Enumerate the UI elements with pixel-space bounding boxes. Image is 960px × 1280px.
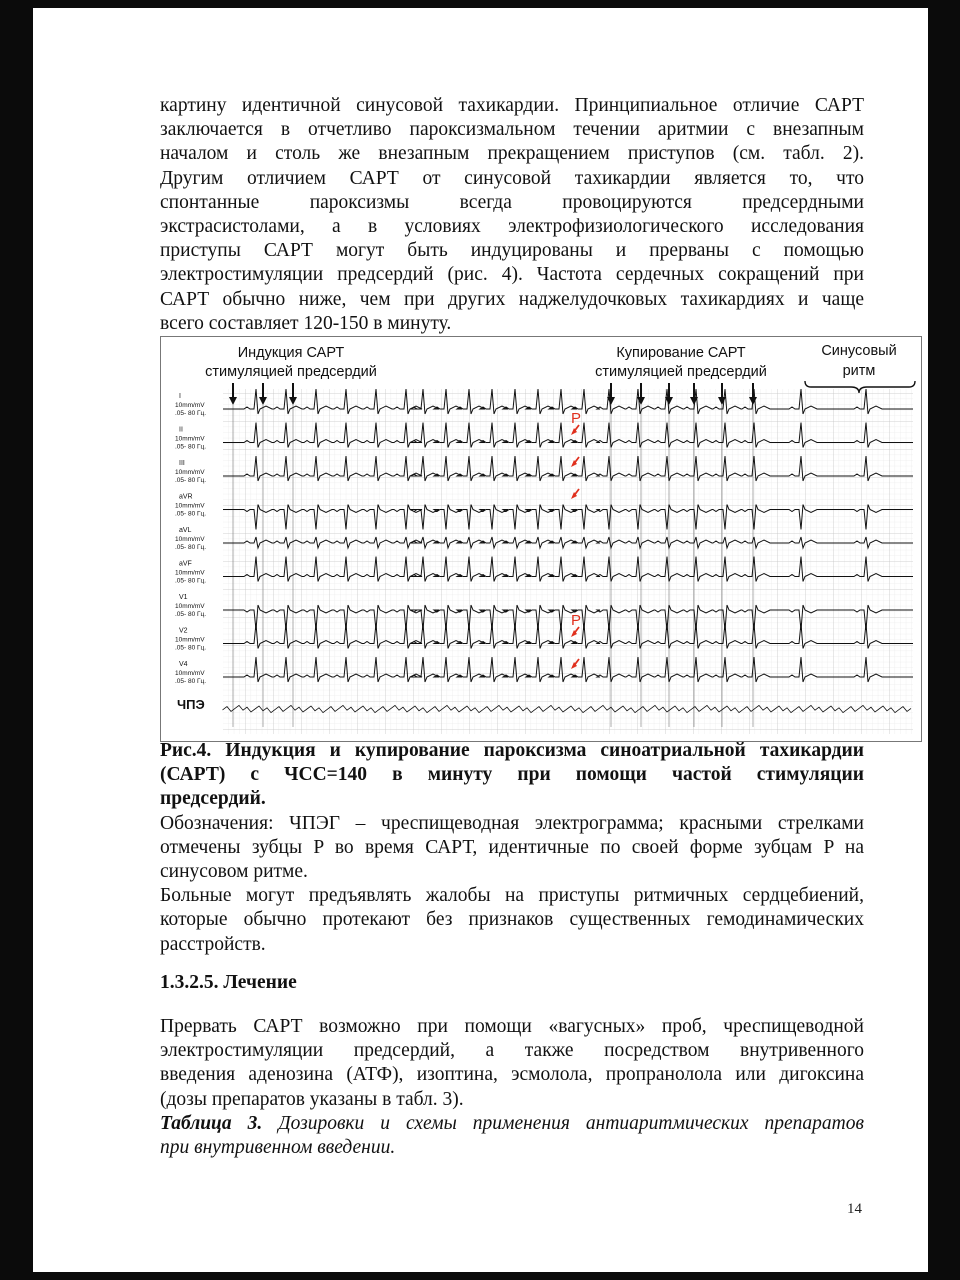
text-line: началом и столь же внезапным прекращением приступов (см. табл. 2). [160, 143, 864, 165]
notes-line: отмечены зубцы P во время САРТ, идентичные по своей форме зубцам P на [160, 836, 864, 858]
lead-gain: 10mm/mV [175, 603, 205, 610]
complaints-line: Больные могут предъявлять жалобы на приступы ритмичных сердцебиений, [160, 885, 864, 907]
lead-gain: 10mm/mV [175, 636, 205, 644]
lead-filter: .05- 80 Гц. [175, 410, 207, 417]
text-line: спонтанные пароксизмы всегда провоцируются предсердными [160, 191, 864, 213]
lead-gain: 10mm/mV [175, 569, 205, 577]
lead-filter: .05- 80 Гц. [175, 510, 207, 518]
lead-gain: 10mm/mV [175, 670, 205, 677]
esophageal-label: ЧПЭ [177, 697, 205, 712]
label-induction-1: Индукция САРТ [237, 345, 345, 361]
label-sinus-2: ритм [842, 363, 876, 379]
text-line: электростимуляции предсердий (рис. 4). Частота сердечных сокращений при [160, 264, 864, 286]
lead-name: V2 [179, 627, 188, 635]
notes-line: синусовом ритме. [160, 860, 308, 882]
text-line: экстрасистолами, а в условиях электрофизиологического исследования [160, 215, 864, 237]
lead-name: aVL [179, 527, 192, 534]
lead-name: V4 [179, 661, 188, 668]
caption-line: предсердий. [160, 788, 266, 810]
caption-line: (САРТ) с ЧСС=140 в минуту при помощи частой стимуляции [160, 764, 864, 786]
notes-line: Обозначения: ЧПЭГ – чреспищеводная электрограмма; красными стрелками [160, 812, 864, 834]
lead-gain: 10mm/mV [175, 469, 205, 476]
table-caption-label: Таблица 3. [160, 1112, 263, 1134]
complaints-line: расстройств. [160, 933, 266, 955]
text-line: (дозы препаратов указаны в табл. 3). [160, 1088, 464, 1110]
table-caption-line [160, 1112, 864, 1136]
lead-gain: 10mm/mV [175, 536, 205, 543]
text-line: всего составляет 120-150 в минуту. [160, 312, 452, 334]
section-heading: 1.3.2.5. Лечение [160, 972, 297, 993]
lead-filter: .05- 80 Гц. [175, 678, 207, 685]
lead-name: V1 [179, 594, 188, 601]
label-termination-2: стимуляцией предсердий [595, 364, 767, 380]
p-marker-top: P [571, 410, 582, 427]
complaints-line: которые обычно протекают без признаков существенных гемодинамических [160, 909, 864, 931]
lead-gain: 10mm/mV [175, 502, 205, 510]
lead-gain: 10mm/mV [175, 435, 205, 443]
lead-labels [175, 393, 206, 685]
text-line: картину идентичной синусовой тахикардии. Принципиальное отличие САРТ [160, 95, 864, 116]
document-page [33, 8, 928, 1272]
table-caption-line: при внутривенном введении. [160, 1136, 396, 1158]
figure-caption [160, 739, 864, 957]
lead-filter: .05- 80 Гц. [175, 644, 207, 652]
lead-name: aVF [179, 560, 192, 568]
label-sinus-1: Синусовый [821, 343, 897, 359]
treatment-paragraph [160, 1015, 864, 1160]
text-line: Другим отличием САРТ от синусовой тахикардии является то, что [160, 167, 864, 189]
lead-filter: .05- 80 Гц. [175, 544, 207, 551]
text-line: электростимуляции предсердий, а также посредством внутривенного [160, 1040, 864, 1062]
caption-line: Рис.4. Индукция и купирование пароксизма синоатриальной тахикардии [160, 740, 864, 761]
ecg-plot [161, 337, 921, 741]
label-induction-2: стимуляцией предсердий [205, 364, 377, 380]
lead-gain: 10mm/mV [175, 402, 205, 409]
lead-name: III [179, 460, 185, 467]
ecg-figure [160, 336, 922, 742]
page-number: 14 [847, 1201, 862, 1217]
p-marker-bottom: P [571, 612, 582, 629]
lead-name: aVR [179, 493, 193, 501]
lead-name: II [179, 426, 183, 434]
intro-paragraph [160, 94, 864, 336]
lead-filter: .05- 80 Гц. [175, 577, 207, 585]
text-line: введения аденозина (АТФ), изоптина, эсмолола, пропранолола или дигоксина [160, 1064, 864, 1086]
lead-filter: .05- 80 Гц. [175, 477, 207, 484]
lead-filter: .05- 80 Гц. [175, 443, 207, 451]
text-line: САРТ обычно ниже, чем при других наджелудочковых тахикардиях и чаще [160, 288, 864, 310]
table-caption-text: Дозировки и схемы применения антиаритмических препаратов [262, 1112, 864, 1134]
text-line: приступы САРТ могут быть индуцированы и прерваны с помощью [160, 240, 864, 262]
lead-name: I [179, 393, 181, 400]
text-line: заключается в отчетливо пароксизмальном течении аритмии с внезапным [160, 119, 864, 141]
label-termination-1: Купирование САРТ [616, 345, 746, 361]
lead-filter: .05- 80 Гц. [175, 611, 207, 618]
text-line: Прервать САРТ возможно при помощи «вагусных» проб, чреспищеводной [160, 1016, 864, 1037]
